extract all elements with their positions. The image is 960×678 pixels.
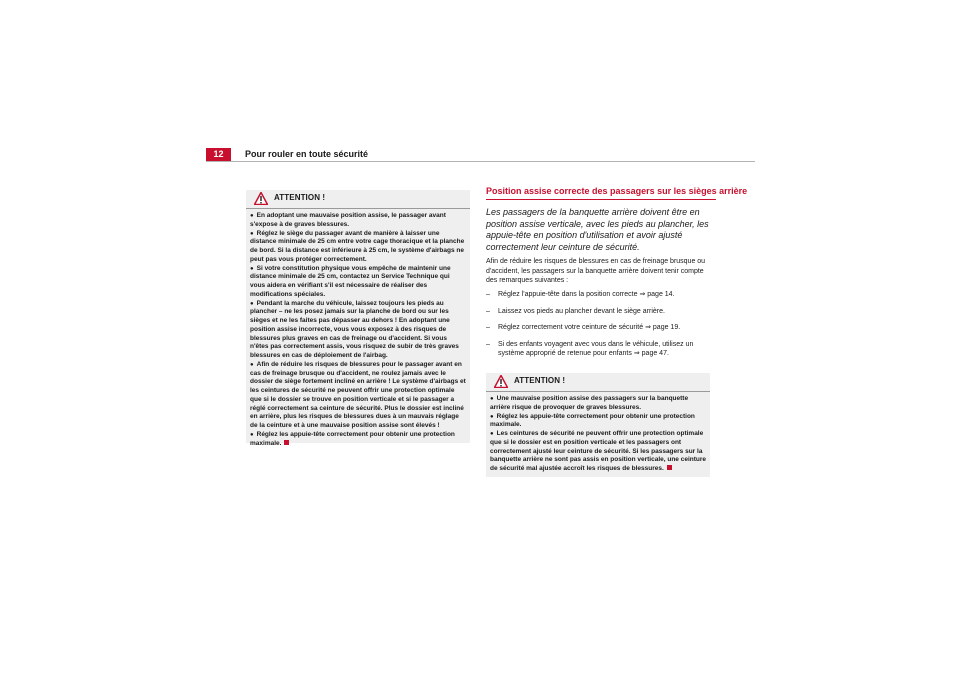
list-item: – Laissez vos pieds au plancher devant le siège arrière. bbox=[486, 307, 665, 315]
instruction-list bbox=[486, 290, 714, 366]
end-square-icon bbox=[667, 465, 672, 470]
list-item: – Si des enfants voyagent avec vous dans le véhicule, utilisez un système approprié de retenue pour enfants ⇒ page 47. bbox=[486, 340, 694, 357]
left-warning-item: ● Si votre constitution physique vous empêche de maintenir une distance minimale de 25 cm, contactez un Service Technique qui vous aidera en vérifiant s'il est nécessaire de réaliser des modifications spéciales. bbox=[250, 264, 451, 298]
right-warning-header bbox=[486, 373, 710, 392]
right-warning-title: ATTENTION ! bbox=[514, 376, 566, 385]
bullet-icon: ● bbox=[250, 431, 254, 438]
page-reference-link[interactable]: page 14. bbox=[647, 291, 675, 298]
arrow-right-icon: ⇒ bbox=[633, 350, 640, 357]
bullet-icon: ● bbox=[490, 413, 494, 420]
right-warning-item: ● Les ceintures de sécurité ne peuvent offrir une protection optimale que si le dossier est en position verticale et les passagers ont correctement ajusté leur ceinture de sécurité. Si les passagers sur la banquette arrière ne sont pas assis en position verticale, une ceinture de sécurité mal ajustée accroît les risques de blessures. bbox=[490, 430, 707, 472]
bullet-icon: ● bbox=[250, 230, 254, 237]
left-warning-item: ● Réglez le siège du passager avant de manière à laisser une distance minimale de 25 cm entre votre cage thoracique et la planche de bord. Si la distance est inférieure à 25 cm, le système d'airbags ne peut pas vous protéger correctement. bbox=[250, 229, 465, 263]
bullet-icon: ● bbox=[250, 361, 254, 368]
page-number: 12 bbox=[206, 148, 231, 161]
dash-icon: – bbox=[486, 291, 490, 298]
list-item: – Réglez correctement votre ceinture de sécurité ⇒ page 19. bbox=[486, 324, 681, 331]
end-square-icon bbox=[284, 440, 289, 445]
page-reference-link[interactable]: page 47. bbox=[641, 350, 669, 357]
warning-triangle-icon bbox=[494, 375, 508, 388]
left-warning-item: ● Pendant la marche du véhicule, laissez toujours les pieds au plancher – ne les posez jamais sur la planche de bord ou sur les sièges et ne les faites pas dépasser au dehors ! En adoptant une position assise incorrecte, vous vous exposez à des risques de blessures plus graves en cas de freinage ou d'accident. Si vous n'êtes pas correctement assis, vous risquez de subir de très graves blessures en cas de déploiement de l'airbag. bbox=[250, 299, 459, 359]
dash-icon: – bbox=[486, 307, 490, 315]
section-intro: Afin de réduire les risques de blessures en cas de freinage brusque ou d'accident, les passagers sur la banquette arrière doivent tenir compte des remarques suivantes : bbox=[486, 258, 706, 284]
running-title: Pour rouler en toute sécurité bbox=[245, 149, 369, 159]
left-warning-item: ● En adoptant une mauvaise position assise, le passager avant s'expose à de graves blessures. bbox=[250, 212, 446, 228]
left-warning-header bbox=[246, 190, 470, 209]
left-warning-box bbox=[246, 190, 470, 447]
warning-triangle-icon bbox=[254, 192, 268, 205]
section-lead: Les passagers de la banquette arrière doivent être en position assise verticale, avec les pieds au plancher, les appuie-tête en position d'utilisation et avoir ajusté correctement leur ceinture de sécurité. bbox=[486, 207, 709, 252]
bullet-icon: ● bbox=[250, 213, 254, 219]
dash-icon: – bbox=[486, 340, 490, 348]
right-warning-item: ● Réglez les appuie-tête correctement pour obtenir une protection maximale. bbox=[490, 412, 695, 429]
left-warning-item: ● Réglez les appuie-tête correctement pour obtenir une protection maximale. bbox=[250, 430, 455, 447]
section-title: Position assise correcte des passagers sur les sièges arrière bbox=[486, 186, 716, 200]
left-warning-item: ● Afin de réduire les risques de blessures pour le passager avant en cas de freinage brusque ou d'accident, ne roulez jamais avec le dossier de siège fortement incliné en arrière ! Le système d'airbags et les ceintures de sécurité ne peuvent offrir une protection optimale que si le dossier se trouve en position verticale et si le passager a réglé correctement sa ceinture de sécurité. Plus le dossier est incliné en arrière, plus les risques de blessures dues à un mauvais réglage de la ceinture et à une mauvaise position assise sont élevés ! bbox=[250, 360, 466, 429]
bullet-icon: ● bbox=[490, 396, 494, 402]
bullet-icon: ● bbox=[250, 300, 254, 307]
arrow-right-icon: ⇒ bbox=[645, 324, 651, 331]
left-warning-title: ATTENTION ! bbox=[274, 193, 326, 202]
bullet-icon: ● bbox=[250, 265, 254, 272]
arrow-right-icon: ⇒ bbox=[639, 291, 646, 298]
list-item: – Réglez l'appuie-tête dans la position correcte ⇒ page 14. bbox=[486, 291, 675, 298]
page-reference-link[interactable]: page 19. bbox=[652, 324, 681, 331]
bullet-icon: ● bbox=[490, 431, 494, 437]
right-warning-box bbox=[486, 373, 710, 477]
right-warning-item: ● Une mauvaise position assise des passagers sur la banquette arrière risque de provoquer de graves blessures. bbox=[490, 395, 689, 411]
dash-icon: – bbox=[486, 324, 490, 331]
